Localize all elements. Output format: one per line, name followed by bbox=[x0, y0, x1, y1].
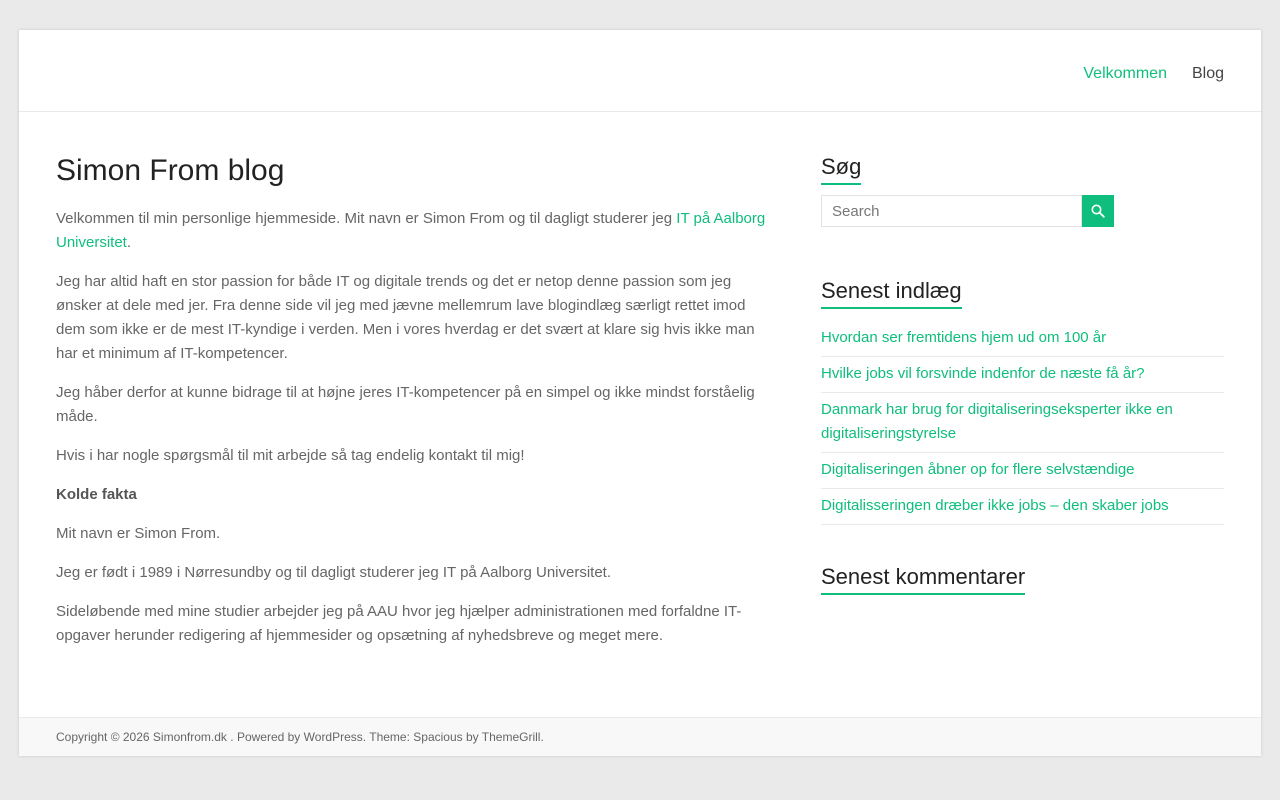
search-form bbox=[821, 195, 1114, 227]
list-item bbox=[821, 321, 1224, 357]
list-item bbox=[821, 357, 1224, 393]
powered-text: . Powered by bbox=[226, 730, 304, 744]
recent-comments-title: Senest kommentarer bbox=[821, 563, 1025, 595]
intro-end: . bbox=[126, 234, 132, 251]
page-container bbox=[19, 30, 1261, 756]
recent-post-link[interactable]: Hvilke jobs vil forsvinde indenfor de næste få år? bbox=[821, 365, 1145, 382]
recent-posts-title: Senest indlæg bbox=[821, 277, 962, 309]
site-header bbox=[19, 30, 1261, 112]
copyright-text: Copyright © 2026 bbox=[56, 730, 153, 744]
passion-paragraph: Jeg har altid haft en stor passion for både IT og digitale trends og det er netop denne passion som jeg ønsker at dele med jer. Fra denne side vil jeg med jævne mellemrum lave blogindlæg særligt rettet imod dem som ikke er de mest IT-kyndige i verden. Men i vores hverdag er det svært at klare sig hvis ikke man har et minimum af IT-kompetencer. bbox=[56, 273, 755, 362]
site-footer bbox=[19, 717, 1261, 756]
nav-item-blog[interactable]: Blog bbox=[1191, 65, 1224, 82]
facts-heading-paragraph bbox=[56, 483, 776, 507]
contact-paragraph: Hvis i har nogle spørgsmål til mit arbejde så tag endelig kontakt til mig! bbox=[56, 447, 525, 464]
nav-item-velkommen[interactable]: Velkommen bbox=[1083, 65, 1167, 82]
search-widget bbox=[821, 153, 1224, 227]
recent-posts-list bbox=[821, 321, 1224, 525]
recent-post-link[interactable]: Hvordan ser fremtidens hjem ud om 100 år bbox=[821, 329, 1107, 346]
themegrill-link[interactable]: ThemeGrill bbox=[481, 730, 541, 744]
main-content bbox=[56, 153, 776, 663]
facts-heading: Kolde fakta bbox=[56, 486, 137, 503]
recent-posts-widget bbox=[821, 277, 1224, 525]
list-item bbox=[821, 489, 1224, 525]
intro-paragraph bbox=[56, 207, 776, 255]
sidebar bbox=[821, 153, 1224, 595]
work-paragraph: Sideløbende med mine studier arbejder jeg på AAU hvor jeg hjælper administrationen med forfaldne IT-opgaver herunder redigering af hjemmesider og opsætning af nyhedsbreve og meget mere. bbox=[56, 603, 742, 644]
hope-paragraph: Jeg håber derfor at kunne bidrage til at højne jeres IT-kompetencer på en simpel og ikke mindst forståelig måde. bbox=[56, 384, 755, 425]
list-item bbox=[821, 453, 1224, 489]
recent-comments-widget bbox=[821, 563, 1224, 595]
recent-post-link[interactable]: Digitaliseringen åbner op for flere selvstændige bbox=[821, 461, 1135, 478]
search-widget-title: Søg bbox=[821, 153, 861, 185]
recent-post-link[interactable]: Danmark har brug for digitaliseringseksperter ikke en digitaliseringstyrelse bbox=[821, 401, 1173, 442]
wordpress-link[interactable]: WordPress bbox=[303, 730, 363, 744]
theme-text: . Theme: Spacious by bbox=[362, 730, 482, 744]
aau-link[interactable]: IT på Aalborg Universitet bbox=[56, 210, 766, 251]
search-button[interactable] bbox=[1082, 195, 1114, 227]
page-title: Simon From blog bbox=[56, 154, 285, 187]
recent-post-link[interactable]: Digitalisseringen dræber ikke jobs – den skaber jobs bbox=[821, 497, 1169, 514]
born-paragraph: Jeg er født i 1989 i Nørresundby og til dagligt studerer jeg IT på Aalborg Universitet. bbox=[56, 564, 612, 581]
footer-end: . bbox=[540, 730, 544, 744]
intro-text: Velkommen til min personlige hjemmeside. Mit navn er Simon From og til dagligt studerer jeg bbox=[56, 210, 677, 227]
search-icon bbox=[1091, 204, 1105, 218]
search-input[interactable] bbox=[821, 195, 1082, 227]
main-navigation bbox=[1083, 65, 1224, 83]
name-paragraph: Mit navn er Simon From. bbox=[56, 525, 221, 542]
list-item bbox=[821, 393, 1224, 453]
site-link[interactable]: Simonfrom.dk bbox=[152, 730, 227, 744]
